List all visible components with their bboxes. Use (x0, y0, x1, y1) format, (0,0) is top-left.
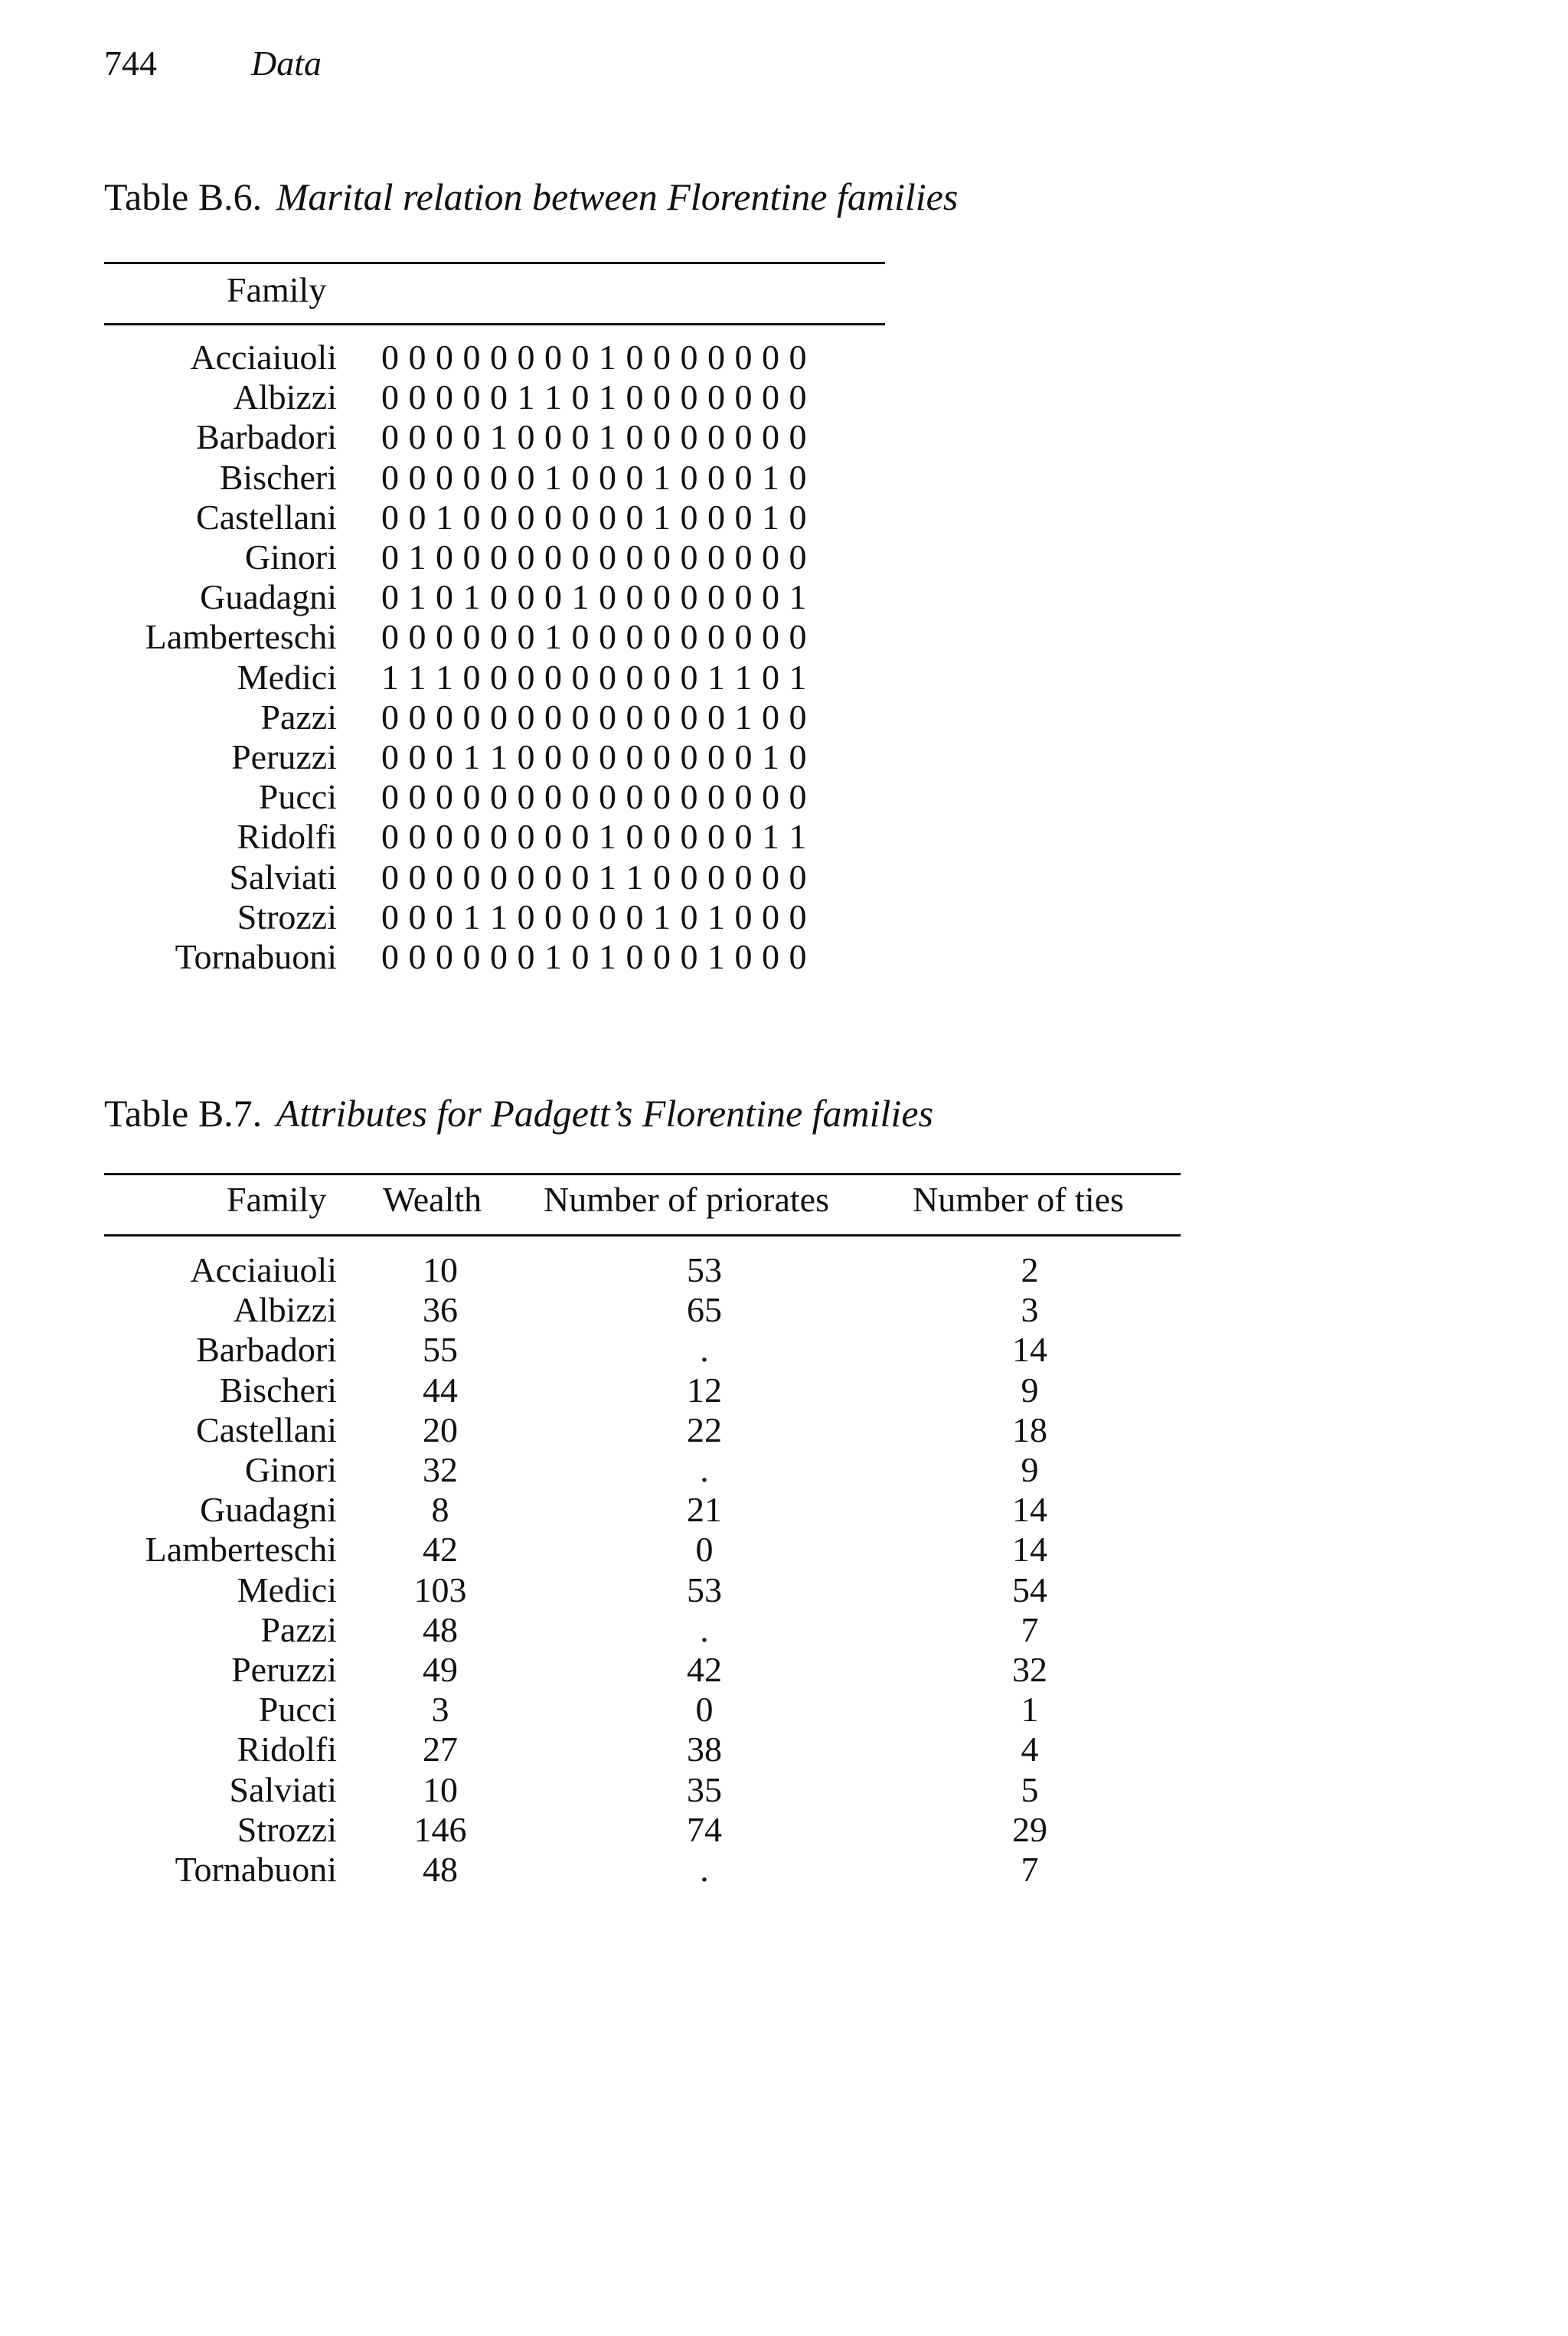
table-b7-wealth-cell: 48 (423, 1850, 458, 1889)
table-b6-family-cell: Castellani (196, 497, 337, 537)
table-b7-caption (104, 1091, 933, 1135)
table-b7-priorates-cell: 38 (687, 1730, 722, 1769)
table-b6-relation-cell: 0 0 0 0 0 0 1 0 0 0 0 0 0 0 0 0 (381, 617, 807, 657)
table-b7-family-cell: Castellani (196, 1410, 337, 1449)
table-b7-title: Attributes for Padgett’s Florentine families (276, 1092, 933, 1135)
table-b6-top-rule (104, 262, 885, 264)
table-b7-ties-cell: 14 (1012, 1490, 1047, 1530)
table-b6-family-cell: Guadagni (200, 577, 337, 617)
table-b7-header-ties: Number of ties (913, 1180, 1124, 1219)
table-b6-relation-cell: 0 1 0 0 0 0 0 0 0 0 0 0 0 0 0 0 (381, 537, 807, 577)
section-title: Data (251, 44, 322, 83)
table-b7-wealth-cell: 10 (423, 1769, 458, 1809)
table-b7-ties-cell: 14 (1012, 1330, 1047, 1370)
table-b7-priorates-cell: . (700, 1609, 709, 1649)
table-b7-priorates-cell: 35 (687, 1769, 722, 1809)
table-b6-family-cell: Lamberteschi (145, 617, 337, 657)
table-b7-wealth-cell: 49 (423, 1650, 458, 1689)
table-b7-priorates-cell: 12 (687, 1370, 722, 1410)
table-b6-title: Marital relation between Florentine families (276, 175, 959, 218)
table-b7-wealth-cell: 3 (431, 1690, 449, 1730)
table-b7-ties-cell: 9 (1021, 1450, 1039, 1489)
table-b7-ties-cell: 14 (1012, 1530, 1047, 1570)
table-b6-header-rule (104, 323, 885, 325)
table-b7-label: Table B.7. (104, 1092, 263, 1135)
table-b7-family-cell: Ginori (244, 1450, 337, 1489)
table-b6-family-cell: Ginori (244, 537, 337, 577)
table-b7-priorates-cell: 0 (695, 1690, 714, 1730)
table-b7-priorates-cell: . (700, 1330, 709, 1370)
table-b7-family-cell: Pazzi (260, 1609, 337, 1649)
table-b7-wealth-cell: 27 (423, 1730, 458, 1769)
table-b6-caption (104, 175, 958, 219)
table-b6-family-cell: Acciaiuoli (190, 338, 337, 377)
table-b6-relation-cell: 0 0 0 0 0 0 0 0 0 0 0 0 0 0 0 0 (381, 777, 807, 817)
table-b6-relation-cell: 0 0 0 0 1 0 0 0 1 0 0 0 0 0 0 0 (381, 417, 807, 457)
table-b7-header-rule (104, 1234, 1181, 1237)
table-b7-priorates-cell: 53 (687, 1570, 722, 1609)
table-b7-ties-cell: 18 (1012, 1410, 1047, 1449)
table-b7-wealth-cell: 10 (423, 1250, 458, 1289)
table-b7-ties-cell: 9 (1021, 1370, 1039, 1410)
running-head (104, 43, 322, 83)
table-b7-wealth-cell: 32 (423, 1450, 458, 1489)
table-b7-family-cell: Bischeri (219, 1370, 337, 1410)
table-b6-family-cell: Pazzi (260, 697, 337, 737)
table-b7-ties-cell: 7 (1021, 1850, 1039, 1889)
table-b7-priorates-cell: 65 (687, 1290, 722, 1330)
table-b6-family-cell: Barbadori (196, 417, 337, 457)
table-b7-wealth-cell: 42 (423, 1530, 458, 1570)
table-b6-relation-cell: 0 1 0 1 0 0 0 1 0 0 0 0 0 0 0 1 (381, 577, 807, 617)
table-b7-family-cell: Pucci (258, 1690, 337, 1730)
table-b7-ties-cell: 7 (1021, 1609, 1039, 1649)
table-b7-wealth-cell: 36 (423, 1290, 458, 1330)
table-b6-relation-cell: 1 1 1 0 0 0 0 0 0 0 0 0 1 1 0 1 (381, 657, 807, 697)
table-b7-header-family: Family (227, 1180, 327, 1219)
table-b6-relation-cell: 0 0 1 0 0 0 0 0 0 0 1 0 0 0 1 0 (381, 497, 807, 537)
table-b6-family-cell: Peruzzi (231, 737, 337, 776)
table-b7-priorates-cell: 0 (695, 1530, 714, 1570)
table-b7-priorates-cell: 22 (687, 1410, 722, 1449)
table-b7-priorates-cell: . (700, 1850, 709, 1889)
table-b7-wealth-cell: 44 (423, 1370, 458, 1410)
table-b7-wealth-cell: 146 (413, 1809, 467, 1849)
table-b6-family-cell: Albizzi (233, 377, 337, 417)
table-b7-ties-cell: 1 (1021, 1690, 1039, 1730)
table-b6-relation-cell: 0 0 0 1 1 0 0 0 0 0 0 0 0 0 1 0 (381, 737, 807, 776)
table-b7-family-cell: Lamberteschi (145, 1530, 337, 1570)
table-b7-priorates-cell: 21 (687, 1490, 722, 1530)
table-b6-family-cell: Bischeri (219, 457, 337, 497)
table-b7-wealth-cell: 8 (431, 1490, 449, 1530)
table-b6-relation-cell: 0 0 0 0 0 0 1 0 1 0 0 0 1 0 0 0 (381, 937, 807, 976)
table-b7-priorates-cell: 74 (687, 1809, 722, 1849)
table-b6-relation-cell: 0 0 0 0 0 0 0 0 1 1 0 0 0 0 0 0 (381, 857, 807, 897)
table-b7-ties-cell: 2 (1021, 1250, 1039, 1289)
table-b6-family-cell: Pucci (258, 777, 337, 817)
table-b7-family-cell: Barbadori (196, 1330, 337, 1370)
table-b6-header-family: Family (227, 270, 327, 309)
table-b7-family-cell: Medici (237, 1570, 337, 1609)
table-b6-family-cell: Salviati (229, 857, 337, 897)
table-b6-family-cell: Tornabuoni (175, 937, 337, 976)
table-b6-relation-cell: 0 0 0 0 0 0 0 0 1 0 0 0 0 0 0 0 (381, 338, 807, 377)
table-b7-family-cell: Tornabuoni (175, 1850, 337, 1889)
table-b6-family-cell: Ridolfi (237, 817, 337, 857)
table-b7-family-cell: Salviati (229, 1769, 337, 1809)
table-b7-family-cell: Acciaiuoli (190, 1250, 337, 1289)
table-b6-relation-cell: 0 0 0 0 0 0 0 0 1 0 0 0 0 0 1 1 (381, 817, 807, 857)
table-b7-family-cell: Guadagni (200, 1490, 337, 1530)
table-b6-relation-cell: 0 0 0 0 0 1 1 0 1 0 0 0 0 0 0 0 (381, 377, 807, 417)
table-b7-priorates-cell: . (700, 1450, 709, 1489)
table-b7-family-cell: Ridolfi (237, 1730, 337, 1769)
table-b7-ties-cell: 29 (1012, 1809, 1047, 1849)
table-b6-family-cell: Medici (237, 657, 337, 697)
table-b7-ties-cell: 32 (1012, 1650, 1047, 1689)
table-b7-header-priorates: Number of priorates (544, 1180, 829, 1219)
table-b7-top-rule (104, 1173, 1181, 1175)
table-b7-wealth-cell: 55 (423, 1330, 458, 1370)
table-b6-family-cell: Strozzi (237, 897, 337, 936)
table-b6-label: Table B.6. (104, 175, 263, 218)
table-b7-header-wealth: Wealth (383, 1180, 482, 1219)
table-b7-wealth-cell: 103 (413, 1570, 467, 1609)
table-b7-priorates-cell: 53 (687, 1250, 722, 1289)
table-b7-family-cell: Albizzi (233, 1290, 337, 1330)
table-b6-relation-cell: 0 0 0 1 1 0 0 0 0 0 1 0 1 0 0 0 (381, 897, 807, 936)
page-number: 744 (104, 44, 157, 83)
table-b7-wealth-cell: 20 (423, 1410, 458, 1449)
table-b7-ties-cell: 54 (1012, 1570, 1047, 1609)
table-b6-relation-cell: 0 0 0 0 0 0 1 0 0 0 1 0 0 0 1 0 (381, 457, 807, 497)
table-b7-ties-cell: 3 (1021, 1290, 1039, 1330)
table-b7-wealth-cell: 48 (423, 1609, 458, 1649)
table-b7-ties-cell: 4 (1021, 1730, 1039, 1769)
table-b7-family-cell: Strozzi (237, 1809, 337, 1849)
table-b7-ties-cell: 5 (1021, 1769, 1039, 1809)
table-b7-priorates-cell: 42 (687, 1650, 722, 1689)
table-b7-family-cell: Peruzzi (231, 1650, 337, 1689)
table-b6-relation-cell: 0 0 0 0 0 0 0 0 0 0 0 0 0 1 0 0 (381, 697, 807, 737)
